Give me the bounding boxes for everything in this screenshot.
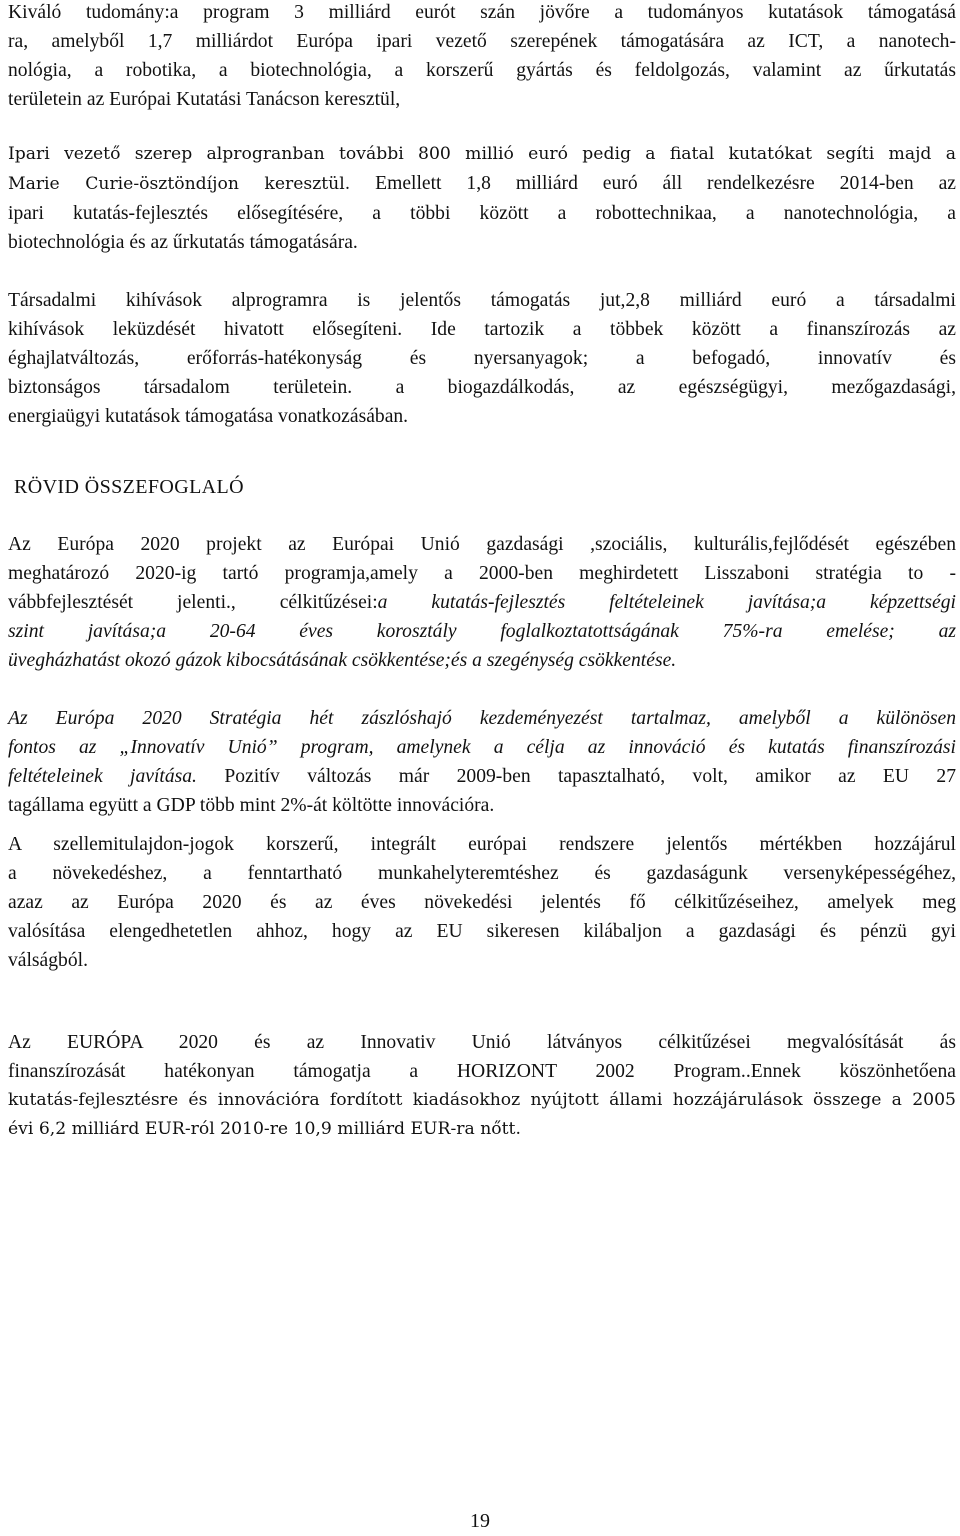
paragraph-horizon-program [8, 1028, 956, 1144]
text-line: energiaügyi kutatások támogatása vonatkozásában. [8, 406, 409, 427]
text-line: biztonságos társadalom területein. a biogazdálkodás, az egészségügyi, mezőgazdasági, [8, 377, 956, 398]
text-line: nológia, a robotika, a biotechnológia, a korszerű gyártás és feldolgozás, valamint az űrkutatás [8, 60, 956, 81]
text-line: Kiváló tudomány:a program 3 milliárd eurót szán jövőre a tudományos kutatások támogatásá [8, 2, 956, 23]
paragraph-industrial-leadership [8, 140, 956, 257]
text-line: finanszírozását hatékonyan támogatja a HORIZONT 2002 Program..Ennek köszönhetőena [8, 1061, 956, 1082]
text-line: évi 6,2 milliárd EUR-ról 2010-re 10,9 milliárd EUR-ra nőtt. [8, 1119, 521, 1139]
text-line [8, 762, 956, 791]
text-line: biotechnológia és az űrkutatás támogatására. [8, 232, 358, 253]
text-line: azaz az Európa 2020 és az éves növekedési jelentés fő célkitűzéseihez, amelyek meg [8, 892, 956, 913]
text-line: Társadalmi kihívások alprogramra is jelentős támogatás jut,2,8 milliárd euró a társadalmi [8, 290, 956, 311]
text-line: válságból. [8, 950, 88, 971]
text-line-italic: Az Európa 2020 Stratégia hét zászlóshajó kezdeményezést tartalmaz, amelyből a különösen [8, 708, 956, 729]
text-segment-italic: a kutatás-fejlesztés feltételeinek javítása;a képzettségi [377, 592, 956, 613]
text-segment: vábbfejlesztését jelenti., célkitűzései: [8, 592, 378, 613]
text-line: éghajlatváltozás, erőforrás-hatékonyság és nyersanyagok; a befogadó, innovatív és [8, 348, 956, 369]
text-line: meghatározó 2020-ig tartó programja,amely a 2000-ben meghirdetett Lisszaboni stratégia to - [8, 563, 956, 584]
text-segment: Emellett 1,8 milliárd euró áll rendelkezésre 2014-ben az [350, 173, 956, 194]
text-line: területein az Európai Kutatási Tanácson keresztül, [8, 89, 401, 110]
text-line: a növekedéshez, a fenntartható munkahelyteremtéshez és gazdaságunk versenyképességéhez, [8, 863, 956, 884]
text-line: valósítása elengedhetetlen ahhoz, hogy az EU sikeresen kilábaljon a gazdasági és pénzü gyi [8, 921, 956, 942]
text-line: kihívások leküzdését hivatott elősegíteni. Ide tartozik a többek között a finanszírozás az [8, 319, 956, 340]
paragraph-societal-challenges [8, 286, 956, 431]
text-line: Ipari vezető szerep alprogranban további 800 millió euró pedig a fiatal kutatókat segíti majd a [8, 144, 956, 164]
text-line: Az Európa 2020 projekt az Európai Unió gazdasági ,szociális, kulturális,fejlődését egészében [8, 534, 956, 555]
text-line-italic: fontos az „Innovatív Unió” program, amelynek a célja az innováció és kutatás finanszírozási [8, 737, 956, 758]
section-heading: RÖVID ÖSSZEFOGLALÓ [14, 476, 244, 498]
text-line [8, 169, 956, 199]
text-segment: Pozitív változás már 2009-ben tapasztalható, volt, amikor az EU 27 [196, 766, 956, 787]
text-segment-italic: feltételeinek javítása. [8, 766, 197, 787]
paragraph-intellectual-property [8, 830, 956, 975]
text-line-italic: üvegházhatást okozó gázok kibocsátásának csökkentése;és a szegénység csökkentése. [8, 650, 677, 671]
paragraph-flagship-initiatives [8, 704, 956, 820]
paragraph-summary [8, 530, 956, 675]
page-number: 19 [470, 1510, 490, 1532]
text-line: ra, amelyből 1,7 milliárdot Európa ipari vezető szerepének támogatására az ICT, a nanotech- [8, 31, 956, 52]
text-line [8, 588, 956, 617]
text-line: ipari kutatás-fejlesztés elősegítésére, a többi között a robottechnikaa, a nanotechnológia, a [8, 203, 956, 224]
text-line: tagállama együtt a GDP több mint 2%-át költötte innovációra. [8, 795, 495, 816]
text-line-italic: szint javítása;a 20-64 éves korosztály foglalkoztatottságának 75%-ra emelése; az [8, 621, 956, 642]
paragraph-excellent-science [8, 0, 956, 114]
text-line: A szellemitulajdon-jogok korszerű, integrált európai rendszere jelentős mértékben hozzájárul [8, 834, 956, 855]
text-line: Az EURÓPA 2020 és az Innovativ Unió látványos célkitűzései megvalósítását ás [8, 1032, 956, 1053]
text-line: kutatás-fejlesztésre és innovációra fordított kiadásokhoz nyújtott állami hozzájárulások összege a 2005 [8, 1090, 956, 1110]
text-segment: Marie Curie-ösztöndíjon keresztül. [8, 174, 351, 194]
